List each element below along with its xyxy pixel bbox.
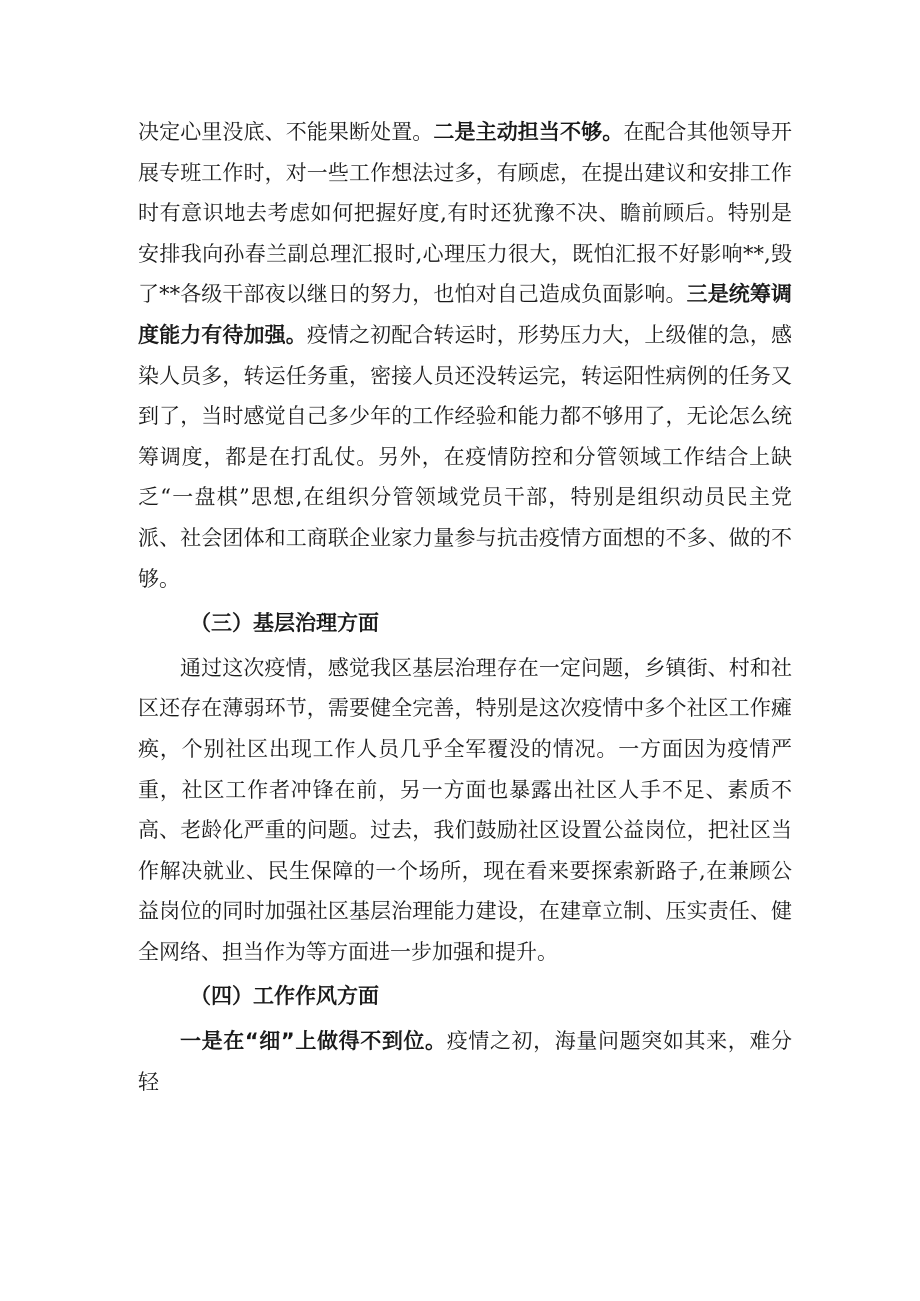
point-heading-one: 一是在“细”上做得不到位。: [180, 1029, 447, 1054]
paragraph-work-style: [138, 1021, 792, 1102]
point-heading-two: 二是主动担当不够。: [433, 120, 624, 144]
paragraph-grassroots: 通过这次疫情，感觉我区基层治理存在一定问题，乡镇街、村和社区还存在薄弱环节，需要健全完善，特别是这次疫情中多个社区工作瘫痪，个别社区出现工作人员几乎全军覆没的情况。一方面因为疫情严重，社区工作者冲锋在前，另一方面也暴露出社区人手不足、素质不高、老龄化严重的问题。过去，我们鼓励社区设置公益岗位，把社区当作解决就业、民生保障的一个场所，现在看来要探索新路子,在兼顾公益岗位的同时加强社区基层治理能力建设，在建章立制、压实责任、健全网络、担当作为等方面进一步加强和提升。: [138, 655, 792, 964]
paragraph-text: 决定心里没底、不能果断处置。: [138, 120, 434, 144]
point-heading-three: 三是统筹调度能力有待加强。: [138, 282, 793, 347]
paragraph-text: 在配合其他领导开展专班工作时，对一些工作想法过多，有顾虑，在提出建议和安排工作时有意识地去考虑如何把握好度,有时还犹豫不决、瞻前顾后。特别是安排我向孙春兰副总理汇报时,心理压力很大，既怕汇报不好影响**,毁了**各级干部夜以继日的努力，也怕对自己造成负面影响。: [138, 120, 793, 307]
section-heading-grassroots: （三）基层治理方面: [190, 611, 379, 636]
paragraph-text: 疫情之初配合转运时，形势压力大，上级催的急，感染人员多，转运任务重，密接人员还没转运完，转运阳性病例的任务又到了，当时感觉自己多少年的工作经验和能力都不够用了，无论怎么统筹调度，都是在打乱仗。另外，在疫情防控和分管领域工作结合上缺乏“一盘棋”思想,在组织分管领域党员干部，特别是组织动员民主党派、社会团体和工商联企业家力量参与抗击疫情方面想的不多、做的不够。: [138, 322, 793, 591]
paragraph-text: 疫情之初，海量问题突如其来，难分轻: [138, 1029, 793, 1094]
paragraph-accountability: [138, 112, 792, 599]
section-heading-work-style: （四）工作作风方面: [190, 984, 379, 1009]
